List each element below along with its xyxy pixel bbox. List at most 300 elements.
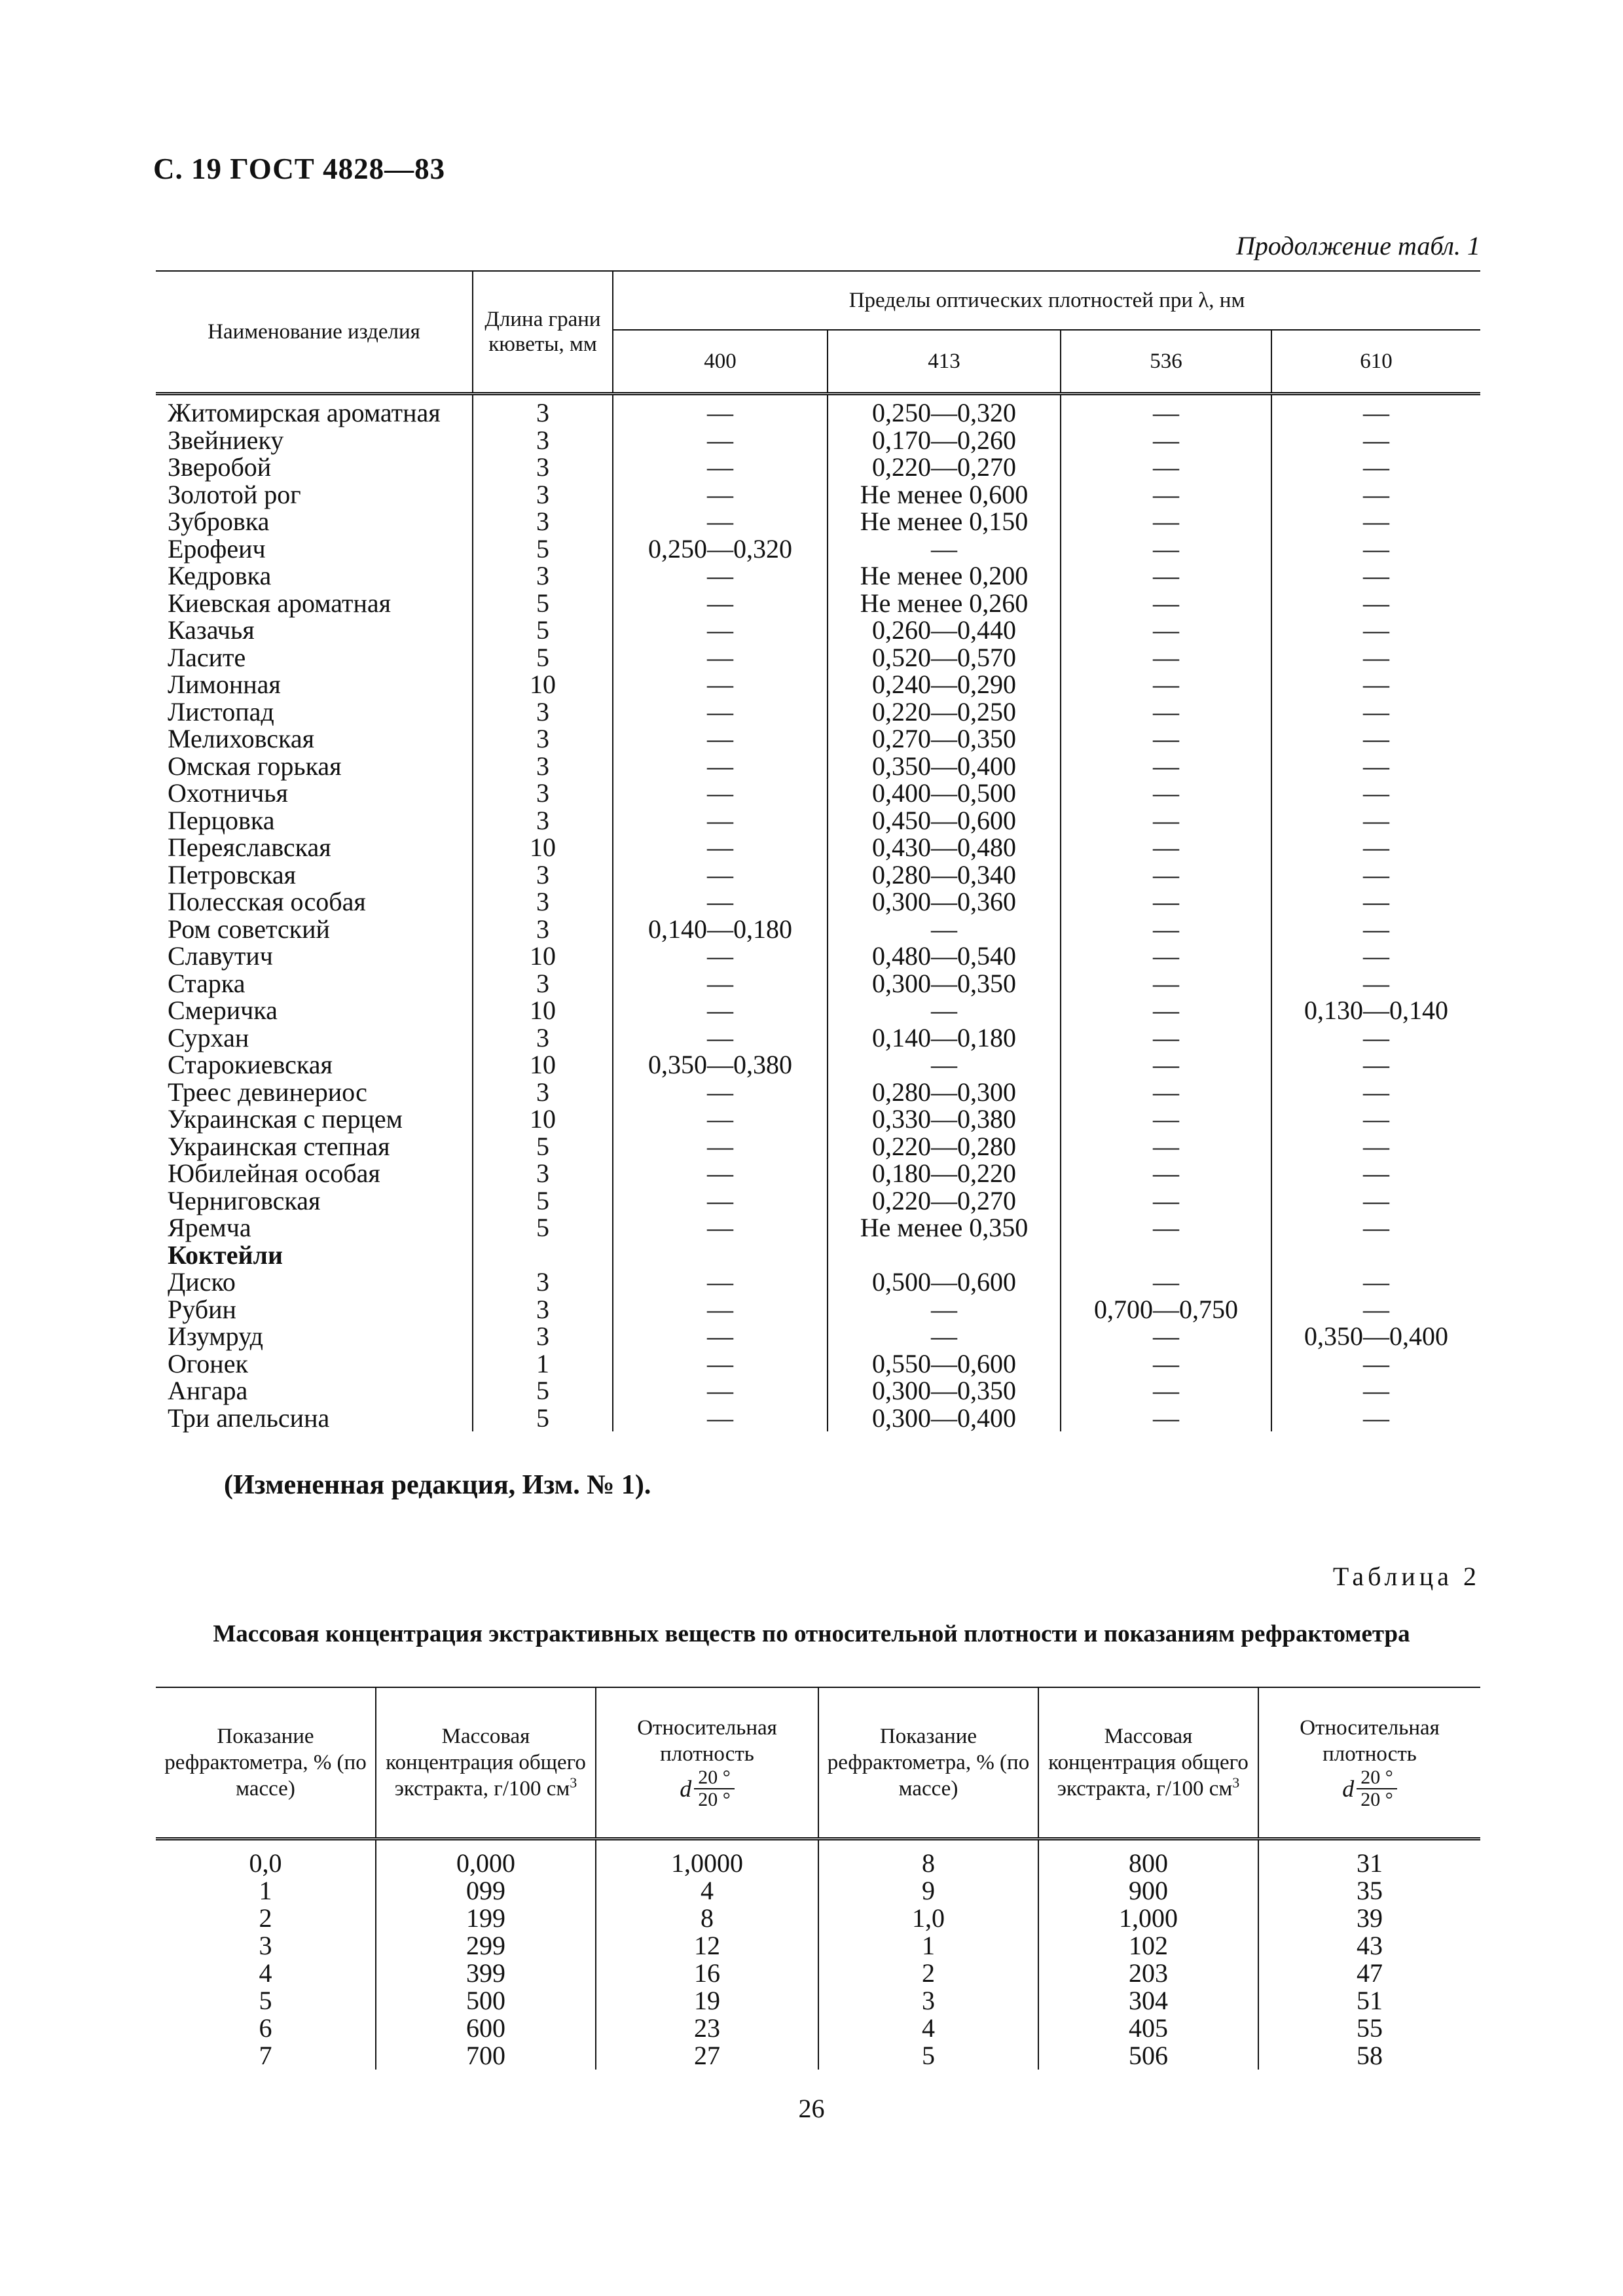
value-cell: 0,140—0,180 [828,1024,1061,1052]
value-cell: 199 [376,1905,596,1932]
value-cell: 3 [473,888,613,916]
value-cell: — [613,1405,828,1432]
value-cell: — [1363,859,1390,889]
product-name-cell: Старокиевская [156,1051,473,1079]
product-name-cell: Листопад [156,698,473,726]
value-cell: — [1363,1022,1390,1052]
header-product-name: Наименование изделия [156,271,473,394]
value-cell: 5 [473,617,613,644]
value-cell: 0,350—0,400 [1304,1321,1449,1351]
value-cell: — [1363,968,1390,998]
value-cell: 3 [473,1296,613,1323]
value-cell: 0,170—0,260 [828,427,1061,454]
value-cell: — [613,725,828,753]
product-name-cell: Трeес девинериос [156,1079,473,1106]
value-cell: 0,250—0,320 [613,535,828,563]
value-cell: 405 [1038,2015,1258,2042]
product-name-cell: Ерофеич [156,535,473,563]
value-cell: — [1363,670,1390,699]
value-cell: — [613,394,828,427]
value-cell: — [613,888,828,916]
value-cell: — [1363,1077,1390,1107]
value-cell: 0,250—0,320 [828,394,1061,427]
header-mass-concentration: Массовая концентрация общего экстракта, г/100 $см^3$ [1038,1687,1258,1839]
product-name-cell: Зверобой [156,454,473,481]
product-name-cell: Лимонная [156,671,473,698]
value-cell: Не менее 0,150 [828,508,1061,535]
empty-cell [1061,1242,1271,1269]
value-cell: — [1061,1187,1271,1215]
product-name-cell: Петровская [156,861,473,889]
value-cell: — [613,997,828,1024]
table-row [156,698,1480,726]
value-cell: — [613,1160,828,1187]
value-cell: — [613,698,828,726]
value-cell: — [613,1377,828,1405]
table-row [156,780,1480,807]
value-cell: — [1363,615,1390,645]
value-cell: — [1363,425,1390,455]
value-cell: 10 [473,1051,613,1079]
header-density-limits: Пределы оптических плотностей при λ, нм [613,271,1480,330]
value-cell: — [1061,1051,1271,1079]
table-row [156,1377,1480,1405]
value-cell: 0,350—0,400 [828,753,1061,780]
table-row [156,1877,1480,1905]
value-cell: 0,280—0,340 [828,861,1061,889]
page-number: 26 [798,2094,825,2123]
value-cell: 0,430—0,480 [828,834,1061,861]
amendment-note: (Измененная редакция, Изм. № 1). [224,1470,651,1500]
value-cell: — [1363,1294,1390,1324]
section-title-cocktails: Коктейли [156,1242,473,1269]
product-name-cell: Украинская с перцем [156,1105,473,1133]
value-cell: 3 [473,970,613,997]
value-cell: Не менее 0,260 [828,590,1061,617]
table-row [156,2015,1480,2042]
value-cell: — [613,427,828,454]
value-cell: — [1061,916,1271,943]
value-cell: 1,0 [818,1905,1038,1932]
value-cell: — [613,1323,828,1350]
product-name-cell: Старка [156,970,473,997]
value-cell: 0,220—0,280 [828,1133,1061,1160]
value-cell: — [1061,454,1271,481]
header-cuvette-length: Длина грани кюветы, мм [473,271,613,394]
product-name-cell: Переяславская [156,834,473,861]
value-cell: — [1363,1104,1390,1134]
value-cell: 5 [818,2042,1038,2070]
value-cell: 2 [156,1905,376,1932]
value-cell: — [613,1214,828,1242]
table-row [156,1187,1480,1215]
value-cell: 900 [1038,1877,1258,1905]
product-name-cell: Славутич [156,942,473,970]
value-cell: — [613,562,828,590]
value-cell: — [613,1187,828,1215]
table-row [156,1296,1480,1323]
value-cell: 27 [596,2042,818,2070]
value-cell: — [1061,888,1271,916]
product-name-cell: Яремча [156,1214,473,1242]
value-cell: 5 [473,1187,613,1215]
value-cell: — [613,1105,828,1133]
table-row [156,753,1480,780]
value-cell: 0,330—0,380 [828,1105,1061,1133]
value-cell: 55 [1357,2013,1383,2043]
value-cell: 3 [473,1268,613,1296]
table-row [156,1405,1480,1432]
empty-cell [1271,1242,1480,1269]
value-cell: 3 [473,1160,613,1187]
value-cell: 0,220—0,270 [828,454,1061,481]
value-cell: 39 [1357,1903,1383,1933]
value-cell: — [613,481,828,509]
section-row [156,1242,1480,1269]
table-row [156,1350,1480,1378]
value-cell: 0,220—0,270 [828,1187,1061,1215]
value-cell: — [1061,481,1271,509]
value-cell: — [1061,508,1271,535]
table-row [156,1905,1480,1932]
value-cell: 3 [473,454,613,481]
value-cell: 3 [473,394,613,427]
value-cell: — [1363,1267,1390,1297]
value-cell: 31 [1357,1848,1383,1878]
value-cell: 5 [473,1377,613,1405]
value-cell: — [1061,562,1271,590]
value-cell: 5 [473,535,613,563]
value-cell: — [613,1024,828,1052]
value-cell: — [1363,642,1390,672]
value-cell: 600 [376,2015,596,2042]
table-row [156,1160,1480,1187]
value-cell: 299 [376,1932,596,1960]
table-row [156,535,1480,563]
header-refractometer: Показание рефрактометра, % (по массе) [818,1687,1038,1839]
table-row [156,617,1480,644]
value-cell: 0,350—0,380 [613,1051,828,1079]
value-cell: Не менее 0,200 [828,562,1061,590]
product-name-cell: Житомирская ароматная [156,394,473,427]
value-cell: 3 [473,1024,613,1052]
table-row [156,481,1480,509]
value-cell: 3 [473,427,613,454]
value-cell: — [1061,1377,1271,1405]
value-cell: — [1363,805,1390,835]
value-cell: 2 [818,1960,1038,1987]
value-cell: 304 [1038,1987,1258,2015]
table-row [156,807,1480,834]
value-cell: 35 [1357,1876,1383,1905]
value-cell: — [613,590,828,617]
value-cell: 10 [473,834,613,861]
value-cell: 0,520—0,570 [828,644,1061,672]
value-cell: — [1061,617,1271,644]
value-cell: — [613,942,828,970]
value-cell: 3 [156,1932,376,1960]
table-row [156,888,1480,916]
table-row [156,671,1480,698]
value-cell: 51 [1357,1986,1383,2015]
value-cell: 4 [156,1960,376,1987]
value-cell: 399 [376,1960,596,1987]
value-cell: 203 [1038,1960,1258,1987]
value-cell: 1,000 [1038,1905,1258,1932]
value-cell: 1 [818,1932,1038,1960]
table-row [156,970,1480,997]
table-row [156,1079,1480,1106]
value-cell: — [1363,1213,1390,1242]
value-cell: — [613,671,828,698]
value-cell: 0,260—0,440 [828,617,1061,644]
value-cell: 43 [1357,1931,1383,1960]
value-cell: — [1061,1079,1271,1106]
value-cell: 10 [473,1105,613,1133]
value-cell: 5 [473,1214,613,1242]
value-cell: — [1363,778,1390,808]
value-cell: — [1363,588,1390,618]
value-cell: — [613,807,828,834]
value-cell: 0,550—0,600 [828,1350,1061,1378]
extract-concentration-table [156,1687,1480,2070]
product-name-cell: Диско [156,1268,473,1296]
value-cell: 500 [376,1987,596,2015]
value-cell: 3 [473,725,613,753]
value-cell: 5 [473,644,613,672]
table-row [156,508,1480,535]
value-cell: — [613,1268,828,1296]
product-name-cell: Звейниеку [156,427,473,454]
value-cell: 0,300—0,350 [828,1377,1061,1405]
value-cell: — [1061,807,1271,834]
value-cell: 4 [818,2015,1038,2042]
table-row [156,590,1480,617]
value-cell: 3 [473,698,613,726]
product-name-cell: Огонек [156,1350,473,1378]
value-cell: 0,130—0,140 [1304,996,1449,1025]
value-cell: — [1061,1160,1271,1187]
value-cell: 8 [818,1839,1038,1878]
header-refractometer: Показание рефрактометра, % (по массе) [156,1687,376,1839]
value-cell: — [828,1296,1061,1323]
value-cell: 0,480—0,540 [828,942,1061,970]
product-name-cell: Золотой рог [156,481,473,509]
value-cell: 19 [596,1987,818,2015]
value-cell: — [1061,942,1271,970]
value-cell: 0,280—0,300 [828,1079,1061,1106]
value-cell: — [1061,834,1271,861]
product-name-cell: Ласите [156,644,473,672]
value-cell: 4 [596,1877,818,1905]
value-cell: 10 [473,942,613,970]
value-cell: — [1061,671,1271,698]
value-cell: 5 [473,1405,613,1432]
table-row [156,1960,1480,1987]
value-cell: — [1061,970,1271,997]
table-row [156,1214,1480,1242]
optical-density-table [156,270,1480,1431]
value-cell: 3 [473,481,613,509]
value-cell: — [1061,753,1271,780]
value-cell: — [828,535,1061,563]
product-name-cell: Черниговская [156,1187,473,1215]
value-cell: 099 [376,1877,596,1905]
header-relative-density: Относительная плотность d $\frac{20 ^\circ}{20 ^\circ}$ [596,1687,818,1839]
value-cell: — [1061,1214,1271,1242]
value-cell: — [828,997,1061,1024]
value-cell: 506 [1038,2042,1258,2070]
table-row [156,1024,1480,1052]
header-wavelength: 536 [1061,330,1271,394]
product-name-cell: Сурхан [156,1024,473,1052]
value-cell: 6 [156,2015,376,2042]
value-cell: — [613,1296,828,1323]
value-cell: — [1363,533,1390,564]
value-cell: — [1061,590,1271,617]
table2-label: Таблица 2 [1332,1562,1480,1591]
product-name-cell: Киевская ароматная [156,590,473,617]
product-name-cell: Ангара [156,1377,473,1405]
value-cell: 0,300—0,360 [828,888,1061,916]
table-row [156,1932,1480,1960]
value-cell: — [613,1133,828,1160]
value-cell: — [1363,398,1390,427]
table-continuation-label: Продолжение табл. 1 [1235,231,1480,260]
value-cell: 16 [596,1960,818,1987]
value-cell: 0,300—0,400 [828,1405,1061,1432]
value-cell: — [1061,394,1271,427]
value-cell: 10 [473,671,613,698]
value-cell: 0,500—0,600 [828,1268,1061,1296]
product-name-cell: Смеричка [156,997,473,1024]
value-cell: 0,0 [156,1839,376,1878]
value-cell: — [1363,1158,1390,1188]
value-cell: 12 [596,1932,818,1960]
value-cell: 0,400—0,500 [828,780,1061,807]
value-cell: — [1363,1050,1390,1079]
value-cell: 8 [596,1905,818,1932]
table-row [156,916,1480,943]
table-row [156,1323,1480,1350]
value-cell: — [828,916,1061,943]
product-name-cell: Кедровка [156,562,473,590]
table-row [156,1268,1480,1296]
header-wavelength: 413 [828,330,1061,394]
product-name-cell: Ром советский [156,916,473,943]
product-name-cell: Охотничья [156,780,473,807]
table-row [156,644,1480,672]
empty-cell [473,1242,613,1269]
value-cell: — [1363,1348,1390,1378]
value-cell: 0,180—0,220 [828,1160,1061,1187]
value-cell: 3 [473,562,613,590]
value-cell: 3 [473,861,613,889]
value-cell: 0,240—0,290 [828,671,1061,698]
value-cell: 0,300—0,350 [828,970,1061,997]
product-name-cell: Зубровка [156,508,473,535]
value-cell: — [1363,507,1390,536]
product-name-cell: Изумруд [156,1323,473,1350]
value-cell: — [1061,861,1271,889]
page-header: С. 19 ГОСТ 4828—83 [153,152,446,185]
header-wavelength: 400 [613,330,828,394]
product-name-cell: Юбилейная особая [156,1160,473,1187]
value-cell: — [1363,1376,1390,1405]
value-cell: — [1363,724,1390,753]
value-cell: 0,270—0,350 [828,725,1061,753]
value-cell: — [1061,535,1271,563]
table-row [156,942,1480,970]
header-wavelength: 610 [1271,330,1480,394]
value-cell: — [1363,914,1390,944]
product-name-cell: Украинская степная [156,1133,473,1160]
value-cell: 800 [1038,1839,1258,1878]
value-cell: — [1061,1133,1271,1160]
value-cell: — [1363,1403,1390,1433]
table-row [156,394,1480,427]
table-row [156,1987,1480,2015]
value-cell: — [1061,997,1271,1024]
table-row [156,861,1480,889]
table-row [156,1133,1480,1160]
value-cell: 9 [818,1877,1038,1905]
value-cell: — [613,1350,828,1378]
table-row [156,562,1480,590]
product-name-cell: Перцовка [156,807,473,834]
value-cell: — [1061,1105,1271,1133]
value-cell: — [1363,887,1390,916]
value-cell: — [1061,780,1271,807]
table2-title: Массовая концентрация экстрактивных веществ по относительной плотности и показаниям рефрактометра [213,1621,1410,1647]
value-cell: — [1061,1350,1271,1378]
value-cell: 3 [818,1987,1038,2015]
value-cell: — [1061,698,1271,726]
value-cell: — [613,834,828,861]
value-cell: — [613,1079,828,1106]
value-cell: 58 [1357,2041,1383,2070]
value-cell: 5 [156,1987,376,2015]
value-cell: 3 [473,807,613,834]
value-cell: 0,140—0,180 [613,916,828,943]
value-cell: — [1363,1131,1390,1161]
value-cell: 0,700—0,750 [1061,1296,1271,1323]
value-cell: 5 [473,1133,613,1160]
table-row [156,454,1480,481]
table-row [156,997,1480,1024]
value-cell: — [613,644,828,672]
value-cell: — [1061,1323,1271,1350]
table-row [156,1839,1480,1878]
value-cell: — [1363,452,1390,482]
value-cell: 700 [376,2042,596,2070]
value-cell: 5 [473,590,613,617]
value-cell: — [1363,479,1390,509]
value-cell: — [1363,696,1390,726]
value-cell: 3 [473,753,613,780]
table-row [156,427,1480,454]
value-cell: — [1363,833,1390,862]
product-name-cell: Полесская особая [156,888,473,916]
product-name-cell: Казачья [156,617,473,644]
value-cell: 23 [596,2015,818,2042]
product-name-cell: Три апельсина [156,1405,473,1432]
value-cell: 0,450—0,600 [828,807,1061,834]
value-cell: — [1363,561,1390,590]
value-cell: 10 [473,997,613,1024]
value-cell: Не менее 0,600 [828,481,1061,509]
table-row [156,725,1480,753]
